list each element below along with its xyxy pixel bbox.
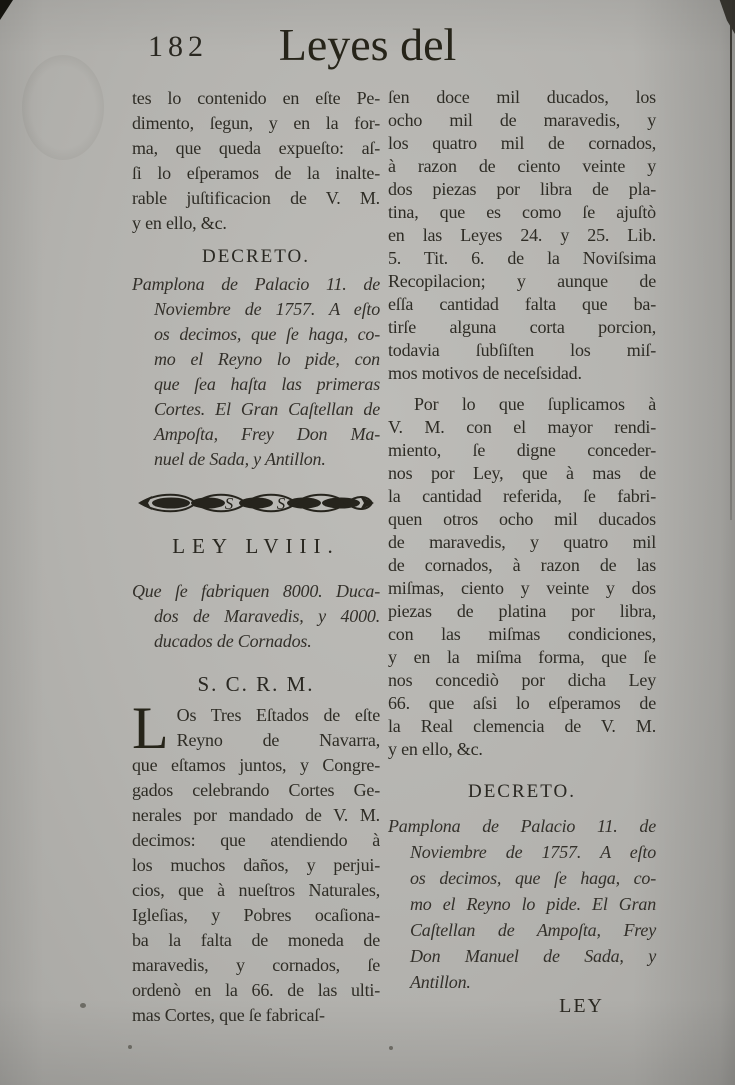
text-line: nuel de Sada, y Antillon. xyxy=(154,449,326,469)
text-line: os decimos, que ſe haga, co- xyxy=(154,324,380,344)
left-column xyxy=(132,86,380,1028)
law-body-paragraph-continued xyxy=(388,86,656,385)
text-line: ſen doce mil ducados, los xyxy=(388,87,656,107)
text-line: nerales por mandado de V. M. xyxy=(132,805,380,825)
text-line: à razon de ciento veinte y xyxy=(388,156,656,176)
text-line: V. M. con el mayor rendi- xyxy=(388,417,656,437)
ink-speck xyxy=(80,1003,86,1008)
text-line: nos por Ley, que à mas de xyxy=(388,463,656,483)
scrm-heading: S. C. R. M. xyxy=(197,672,315,696)
text-line: que ſea haſta las primeras xyxy=(154,374,380,394)
text-line: Caſtellan de Ampoſta, Frey xyxy=(410,920,656,940)
text-line: Ampoſta, Frey Don Ma- xyxy=(154,424,380,444)
page-number: 182 xyxy=(148,30,208,63)
ley-lviii-heading: LEY LVIII. xyxy=(172,534,340,558)
scan-corner-mark xyxy=(0,0,13,20)
text-line: que eſtamos juntos, y Congre- xyxy=(132,755,380,775)
text-line: ba la falta de moneda de xyxy=(132,930,380,950)
svg-text:S: S xyxy=(276,494,286,513)
text-line: Pamplona de Palacio 11. de xyxy=(132,274,380,294)
supplication-paragraph xyxy=(388,393,656,761)
text-line: de maravedis, y quatro mil xyxy=(388,532,656,552)
dropcap-letter: L xyxy=(132,695,169,761)
text-line: nos concediò por dicha Ley xyxy=(388,670,656,690)
text-line: todavia ſubſiſten los miſ- xyxy=(388,340,656,360)
text-line: mos motivos de neceſsidad. xyxy=(388,363,582,383)
text-line: mo el Reyno lo pide, con xyxy=(154,349,380,369)
text-line: Igleſias, y Pobres ocaſiona- xyxy=(132,905,380,925)
decreto-heading: DECRETO. xyxy=(467,781,576,802)
text-line: mas Cortes, que ſe fabricaſ- xyxy=(132,1005,325,1025)
text-line: miſmas, ciento y veinte y dos xyxy=(388,578,656,598)
text-line: los muchos daños, y perjui- xyxy=(132,855,380,875)
law-body-lines xyxy=(132,695,380,1028)
text-line: la Real clemencia de V. M. xyxy=(388,716,656,736)
running-title: Leyes del xyxy=(278,19,457,70)
decreto-paragraph xyxy=(388,813,656,995)
law-body-paragraph xyxy=(132,695,380,1028)
law-subtitle xyxy=(132,579,380,654)
text-line: Antillon. xyxy=(410,972,471,992)
text-line: Don Manuel de Sada, y xyxy=(410,946,656,966)
text-line: de cornados, à razon de las xyxy=(388,555,656,575)
text-line: tirſe alguna corta porcion, xyxy=(388,317,656,337)
text-line: ducados de Cornados. xyxy=(154,631,312,651)
text-line: y en ello, &c. xyxy=(132,213,227,233)
ornament-divider-icon xyxy=(138,490,374,516)
text-line: ordenò en la 66. de las ulti- xyxy=(132,980,380,1000)
text-line: Pamplona de Palacio 11. de xyxy=(388,816,656,836)
page-edge-shadow xyxy=(730,0,732,520)
text-line: os decimos, que ſe haga, co- xyxy=(410,868,656,888)
text-line: cios, que à nueſtros Naturales, xyxy=(132,880,380,900)
text-line: tes lo contenido en eſte Pe- xyxy=(132,88,380,108)
text-line: ma, que queda expueſto: aſ- xyxy=(132,138,380,158)
text-line: 5. Tit. 6. de la Noviſsima xyxy=(388,248,656,268)
text-line: quen otros ocho mil ducados xyxy=(388,509,656,529)
svg-text:S: S xyxy=(224,494,234,513)
text-line: decimos: que atendiendo à xyxy=(132,830,380,850)
text-line: tina, que es como ſe ajuſtò xyxy=(388,202,656,222)
text-line: Cortes. El Gran Caſtellan de xyxy=(154,399,380,419)
decreto-heading: DECRETO. xyxy=(201,246,310,267)
text-line: dos piezas por libra de pla- xyxy=(388,179,656,199)
ink-speck xyxy=(128,1045,132,1049)
text-line: ſi lo eſperamos de la inalte- xyxy=(132,163,380,183)
catchword: LEY xyxy=(559,995,604,1017)
text-line: rable juſtificacion de V. M. xyxy=(132,188,380,208)
text-line: Que ſe fabriquen 8000. Duca- xyxy=(132,581,380,601)
text-line: en las Leyes 24. y 25. Lib. xyxy=(388,225,656,245)
petition-paragraph-continued xyxy=(132,86,380,236)
text-line: ocho mil de maravedis, y xyxy=(388,110,656,130)
text-line: mo el Reyno lo pide. El Gran xyxy=(410,894,656,914)
text-line: piezas de platina por libra, xyxy=(388,601,656,621)
text-line: gados celebrando Cortes Ge- xyxy=(132,780,380,800)
text-line: Reyno de Navarra, xyxy=(176,730,380,750)
text-line: dimento, ſegun, y en la for- xyxy=(132,113,380,133)
text-line: maravedis, y cornados, ſe xyxy=(132,955,380,975)
decreto-paragraph xyxy=(132,272,380,472)
ink-speck xyxy=(389,1046,393,1050)
text-line: dos de Maravedis, y 4000. xyxy=(154,606,380,626)
right-column xyxy=(388,86,656,1018)
text-line: y en ello, &c. xyxy=(388,739,483,759)
text-line: la cantidad referida, ſe fabri- xyxy=(388,486,656,506)
text-line: miento, ſe digne conceder- xyxy=(388,440,656,460)
text-line: los quatro mil de cornados, xyxy=(388,133,656,153)
text-line: Por lo que ſuplicamos à xyxy=(414,394,656,414)
text-line: Recopilacion; y aunque de xyxy=(388,271,656,291)
text-line: 66. que aſsi lo eſperamos de xyxy=(388,693,656,713)
text-line: con las miſmas condiciones, xyxy=(388,624,656,644)
text-line: Noviembre de 1757. A eſto xyxy=(410,842,656,862)
text-line: y en la miſma forma, que ſe xyxy=(388,647,656,667)
text-line: Noviembre de 1757. A eſto xyxy=(154,299,380,319)
text-line: Os Tres Eſtados de eſte xyxy=(176,705,380,725)
text-line: eſſa cantidad falta que ba- xyxy=(388,294,656,314)
